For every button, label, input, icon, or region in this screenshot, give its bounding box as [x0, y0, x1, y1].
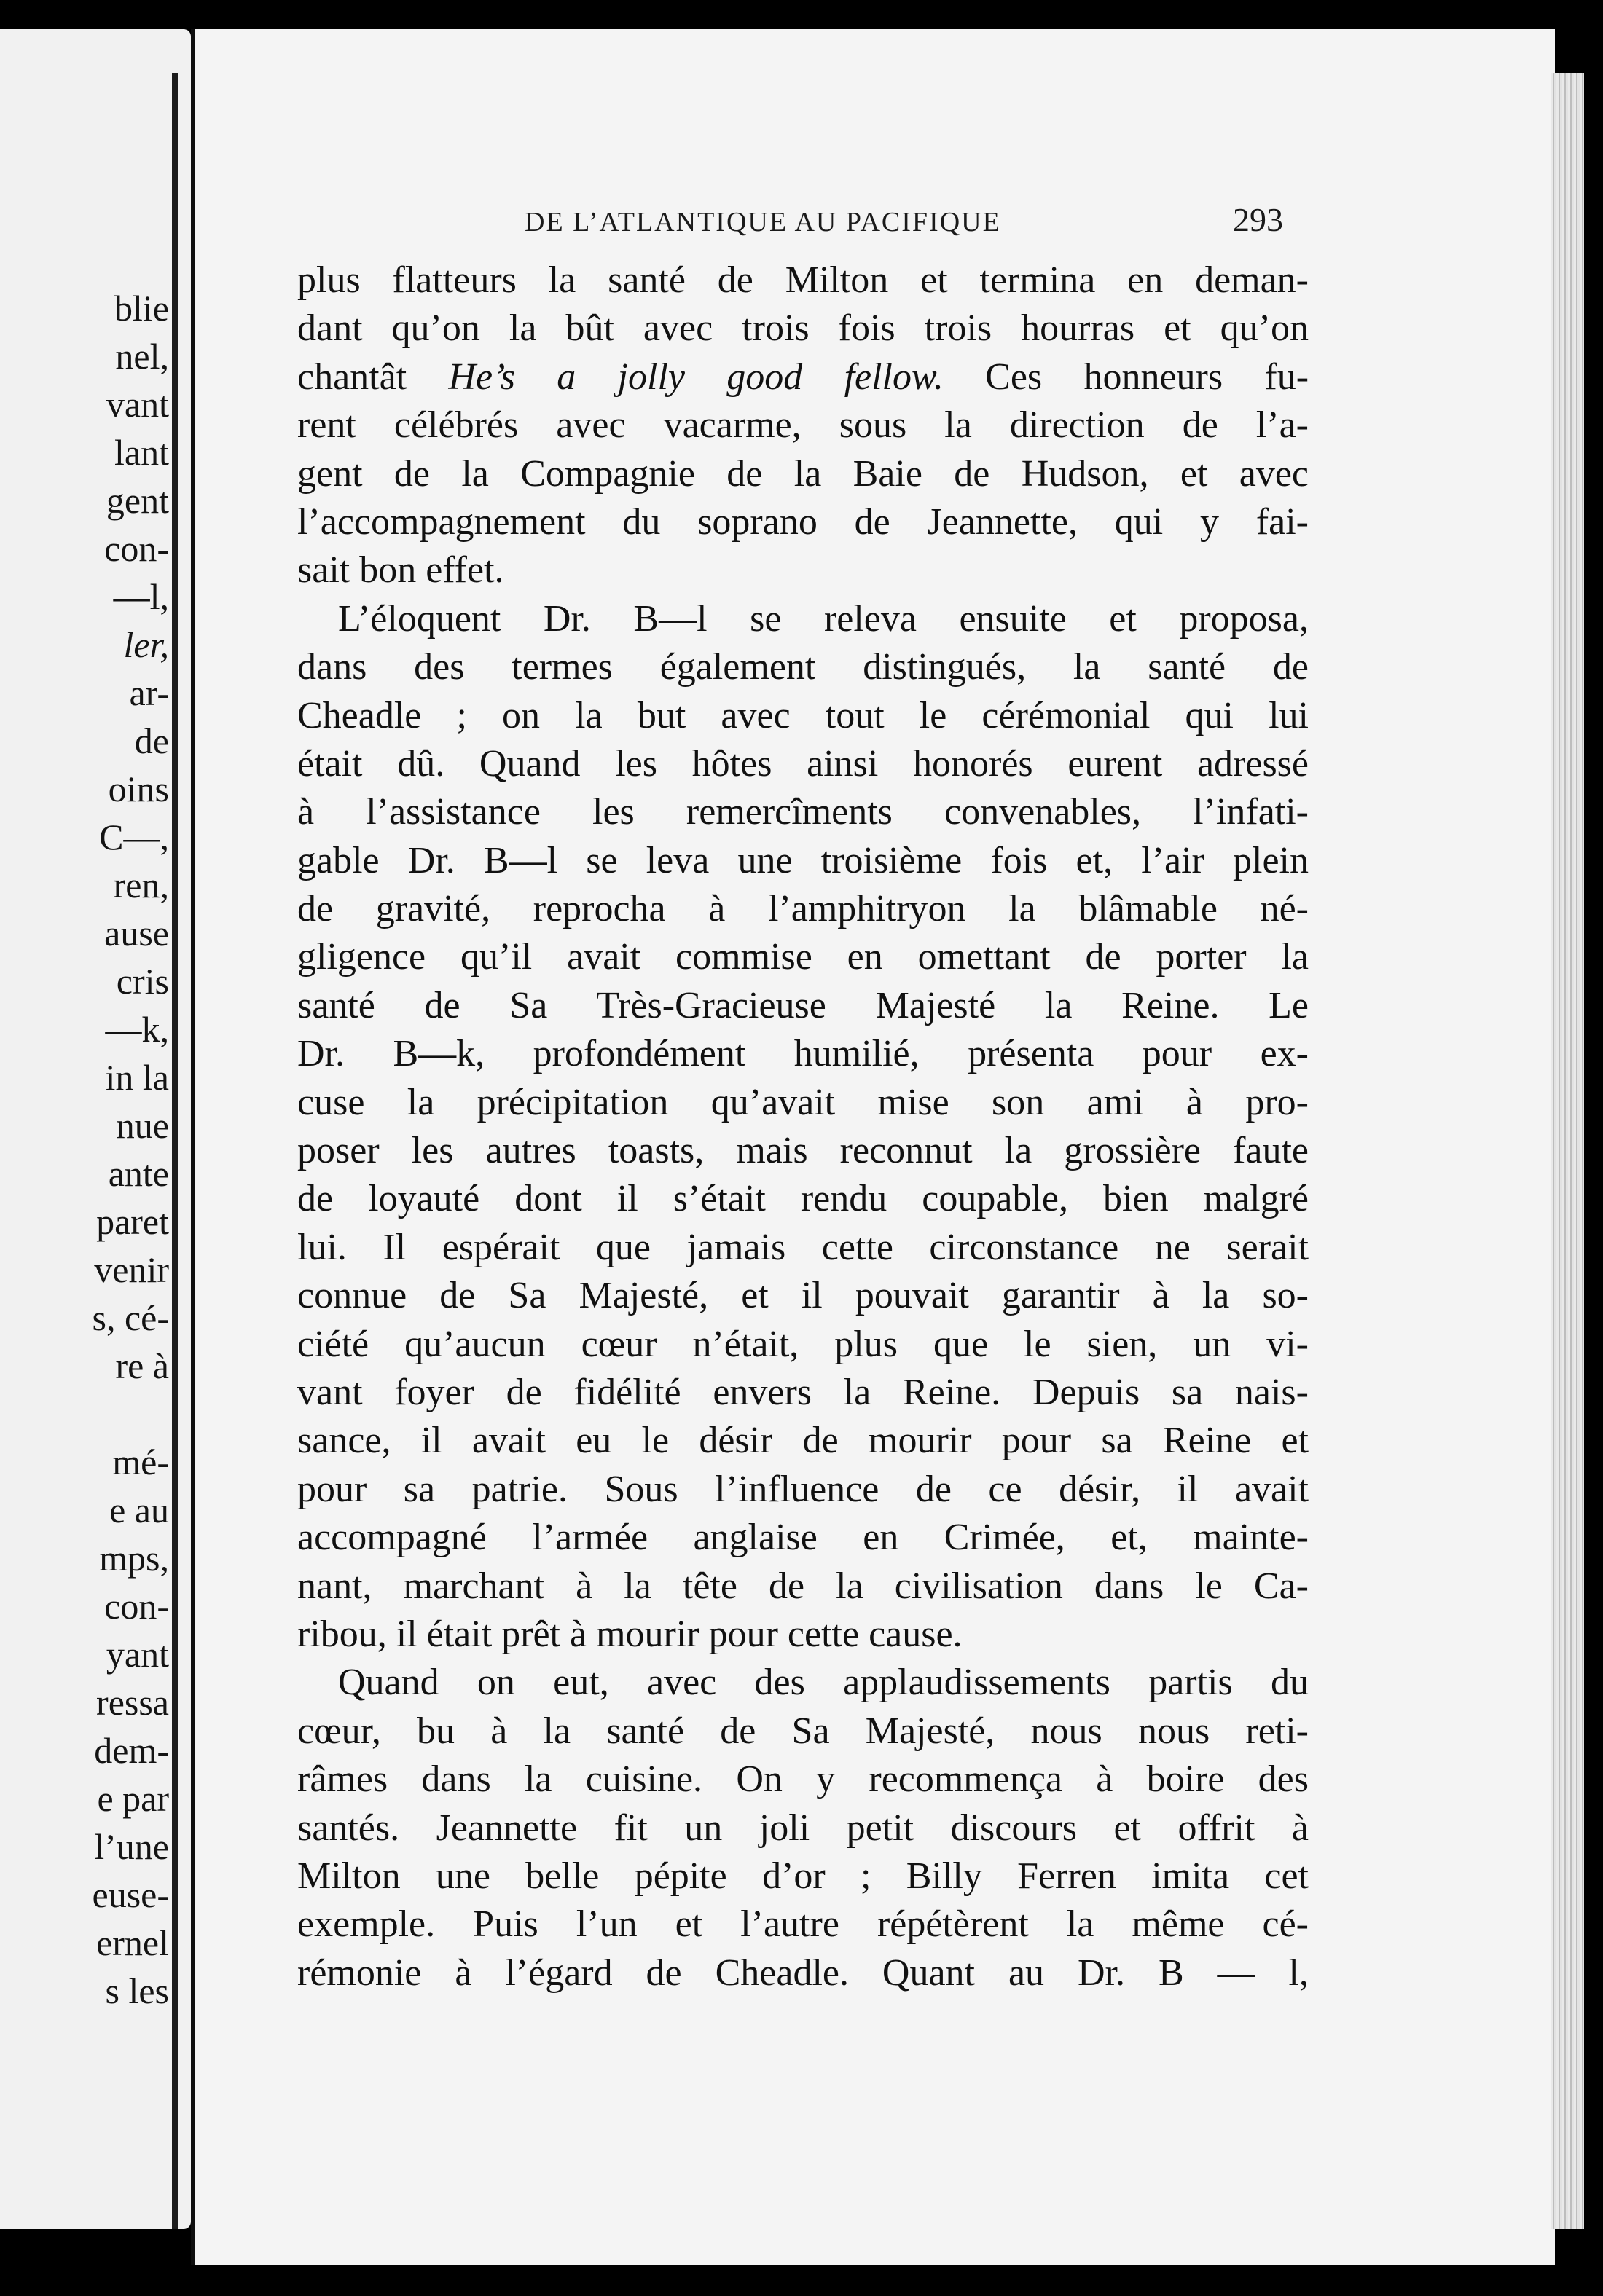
text-line: gable Dr. B—l se leva une troisième fois et, l’air plein: [297, 839, 1309, 881]
left-fragment: ar-: [129, 672, 169, 713]
book-gutter: [172, 73, 178, 2229]
text-line: à l’assistance les remercîments convenables, l’infati-: [297, 791, 1309, 833]
text-line: cuse la précipitation qu’avait mise son ami à pro-: [297, 1081, 1309, 1123]
text-line: dans des termes également distingués, la santé de: [297, 646, 1309, 688]
left-fragment: s, cé-: [92, 1297, 169, 1338]
text-line: santés. Jeannette fit un joli petit discours et offrit à: [297, 1806, 1309, 1849]
text-line: vant foyer de fidélité envers la Reine. Depuis sa nais-: [297, 1371, 1309, 1413]
left-fragment: cris: [116, 961, 169, 1002]
left-fragment: oins: [108, 768, 169, 809]
left-fragment: l’une: [94, 1826, 169, 1867]
text-line: Milton une belle pépite d’or ; Billy Ferren imita cet: [297, 1855, 1309, 1897]
text-line: Dr. B—k, profondément humilié, présenta pour ex-: [297, 1033, 1309, 1075]
left-fragment: nel,: [115, 336, 169, 377]
text-line: ciété qu’aucun cœur n’était, plus que le sien, un vi-: [297, 1323, 1309, 1365]
left-fragment: s les: [105, 1970, 169, 2011]
text-line: de loyauté dont il s’était rendu coupable, bien malgré: [297, 1178, 1309, 1220]
text-line: cœur, bu à la santé de Sa Majesté, nous nous reti-: [297, 1710, 1309, 1752]
left-fragment: ernel: [96, 1922, 169, 1963]
text-line: l’accompagnement du soprano de Jeannette, qui y fai-: [297, 500, 1309, 543]
page-edge: [1551, 73, 1584, 2229]
left-fragment: ante: [108, 1153, 169, 1194]
left-fragment: e par: [97, 1778, 169, 1819]
text-line: sance, il avait eu le désir de mourir pour sa Reine et: [297, 1420, 1309, 1462]
text-line: Cheadle ; on la but avec tout le cérémonial qui lui: [297, 694, 1309, 736]
left-fragment: re à: [115, 1345, 169, 1386]
text-line: L’éloquent Dr. B—l se releva ensuite et proposa,: [338, 597, 1309, 640]
running-title: DE L’ATLANTIQUE AU PACIFIQUE: [525, 207, 1001, 237]
song-title: He’s a jolly good fellow.: [448, 355, 944, 398]
text-line: dant qu’on la bût avec trois fois trois hourras et qu’on: [297, 307, 1309, 350]
text-line: accompagné l’armée anglaise en Crimée, et, mainte-: [297, 1517, 1309, 1559]
left-fragment: venir: [94, 1249, 169, 1290]
body-text: [297, 256, 1309, 1997]
text-line: ribou, il était prêt à mourir pour cette cause.: [297, 1613, 963, 1655]
text-line: santé de Sa Très-Gracieuse Majesté la Reine. Le: [297, 984, 1309, 1026]
text-line: rémonie à l’égard de Cheadle. Quant au Dr. B — l,: [297, 1951, 1309, 1994]
left-fragment: de: [134, 720, 169, 761]
left-fragment: ressa: [96, 1682, 169, 1723]
left-fragment: euse-: [92, 1874, 169, 1915]
left-fragment: [93, 1390, 170, 1438]
text-line: lui. Il espérait que jamais cette circonstance ne serait: [297, 1226, 1309, 1268]
left-fragment: ler,: [123, 624, 169, 665]
text-line: râmes dans la cuisine. On y recommença à boire des: [297, 1758, 1309, 1801]
left-fragment: lant: [114, 432, 169, 473]
left-fragment: —l,: [113, 576, 169, 617]
left-fragment: dem-: [94, 1730, 169, 1771]
text-fragment: chantât: [297, 355, 407, 398]
left-fragment: yant: [106, 1634, 169, 1675]
left-fragment: con-: [104, 528, 169, 569]
text-line: était dû. Quand les hôtes ainsi honorés eurent adressé: [297, 742, 1309, 785]
text-line: Quand on eut, avec des applaudissements partis du: [338, 1662, 1309, 1704]
left-fragment: C—,: [99, 817, 169, 857]
left-fragment: —k,: [105, 1009, 169, 1050]
left-fragment: mps,: [99, 1538, 169, 1578]
text-line: [297, 353, 1309, 401]
text-fragment: Ces honneurs fu-: [985, 355, 1309, 398]
left-fragment: gent: [106, 480, 169, 521]
text-line: gligence qu’il avait commise en omettant de porter la: [297, 936, 1309, 978]
text-line: gent de la Compagnie de la Baie de Hudson, et avec: [297, 452, 1309, 495]
left-fragment: e au: [109, 1490, 169, 1530]
left-fragment: con-: [104, 1586, 169, 1627]
left-fragment: ren,: [113, 865, 169, 905]
left-fragment: blie: [114, 288, 169, 329]
left-page-text: [93, 284, 170, 2015]
text-line: poser les autres toasts, mais reconnut la grossière faute: [297, 1130, 1309, 1172]
facing-page-left: [0, 29, 191, 2229]
left-fragment: nue: [116, 1105, 169, 1146]
page-number: 293: [1233, 201, 1283, 238]
text-line: connue de Sa Majesté, et il pouvait garantir à la so-: [297, 1275, 1309, 1317]
left-fragment: paret: [96, 1201, 169, 1242]
text-line: sait bon effet.: [297, 549, 504, 591]
text-line: nant, marchant à la tête de la civilisation dans le Ca-: [297, 1565, 1309, 1607]
left-fragment: mé-: [112, 1442, 169, 1482]
text-line: de gravité, reprocha à l’amphitryon la blâmable né-: [297, 888, 1309, 930]
left-fragment: vant: [106, 384, 169, 425]
text-line: pour sa patrie. Sous l’influence de ce désir, il avait: [297, 1468, 1309, 1510]
left-fragment: ause: [104, 913, 169, 954]
text-line: rent célébrés avec vacarme, sous la direction de l’a-: [297, 404, 1309, 447]
text-line: plus flatteurs la santé de Milton et termina en deman-: [297, 259, 1309, 301]
left-fragment: in la: [105, 1057, 169, 1098]
text-line: exemple. Puis l’un et l’autre répétèrent la même cé-: [297, 1903, 1309, 1946]
